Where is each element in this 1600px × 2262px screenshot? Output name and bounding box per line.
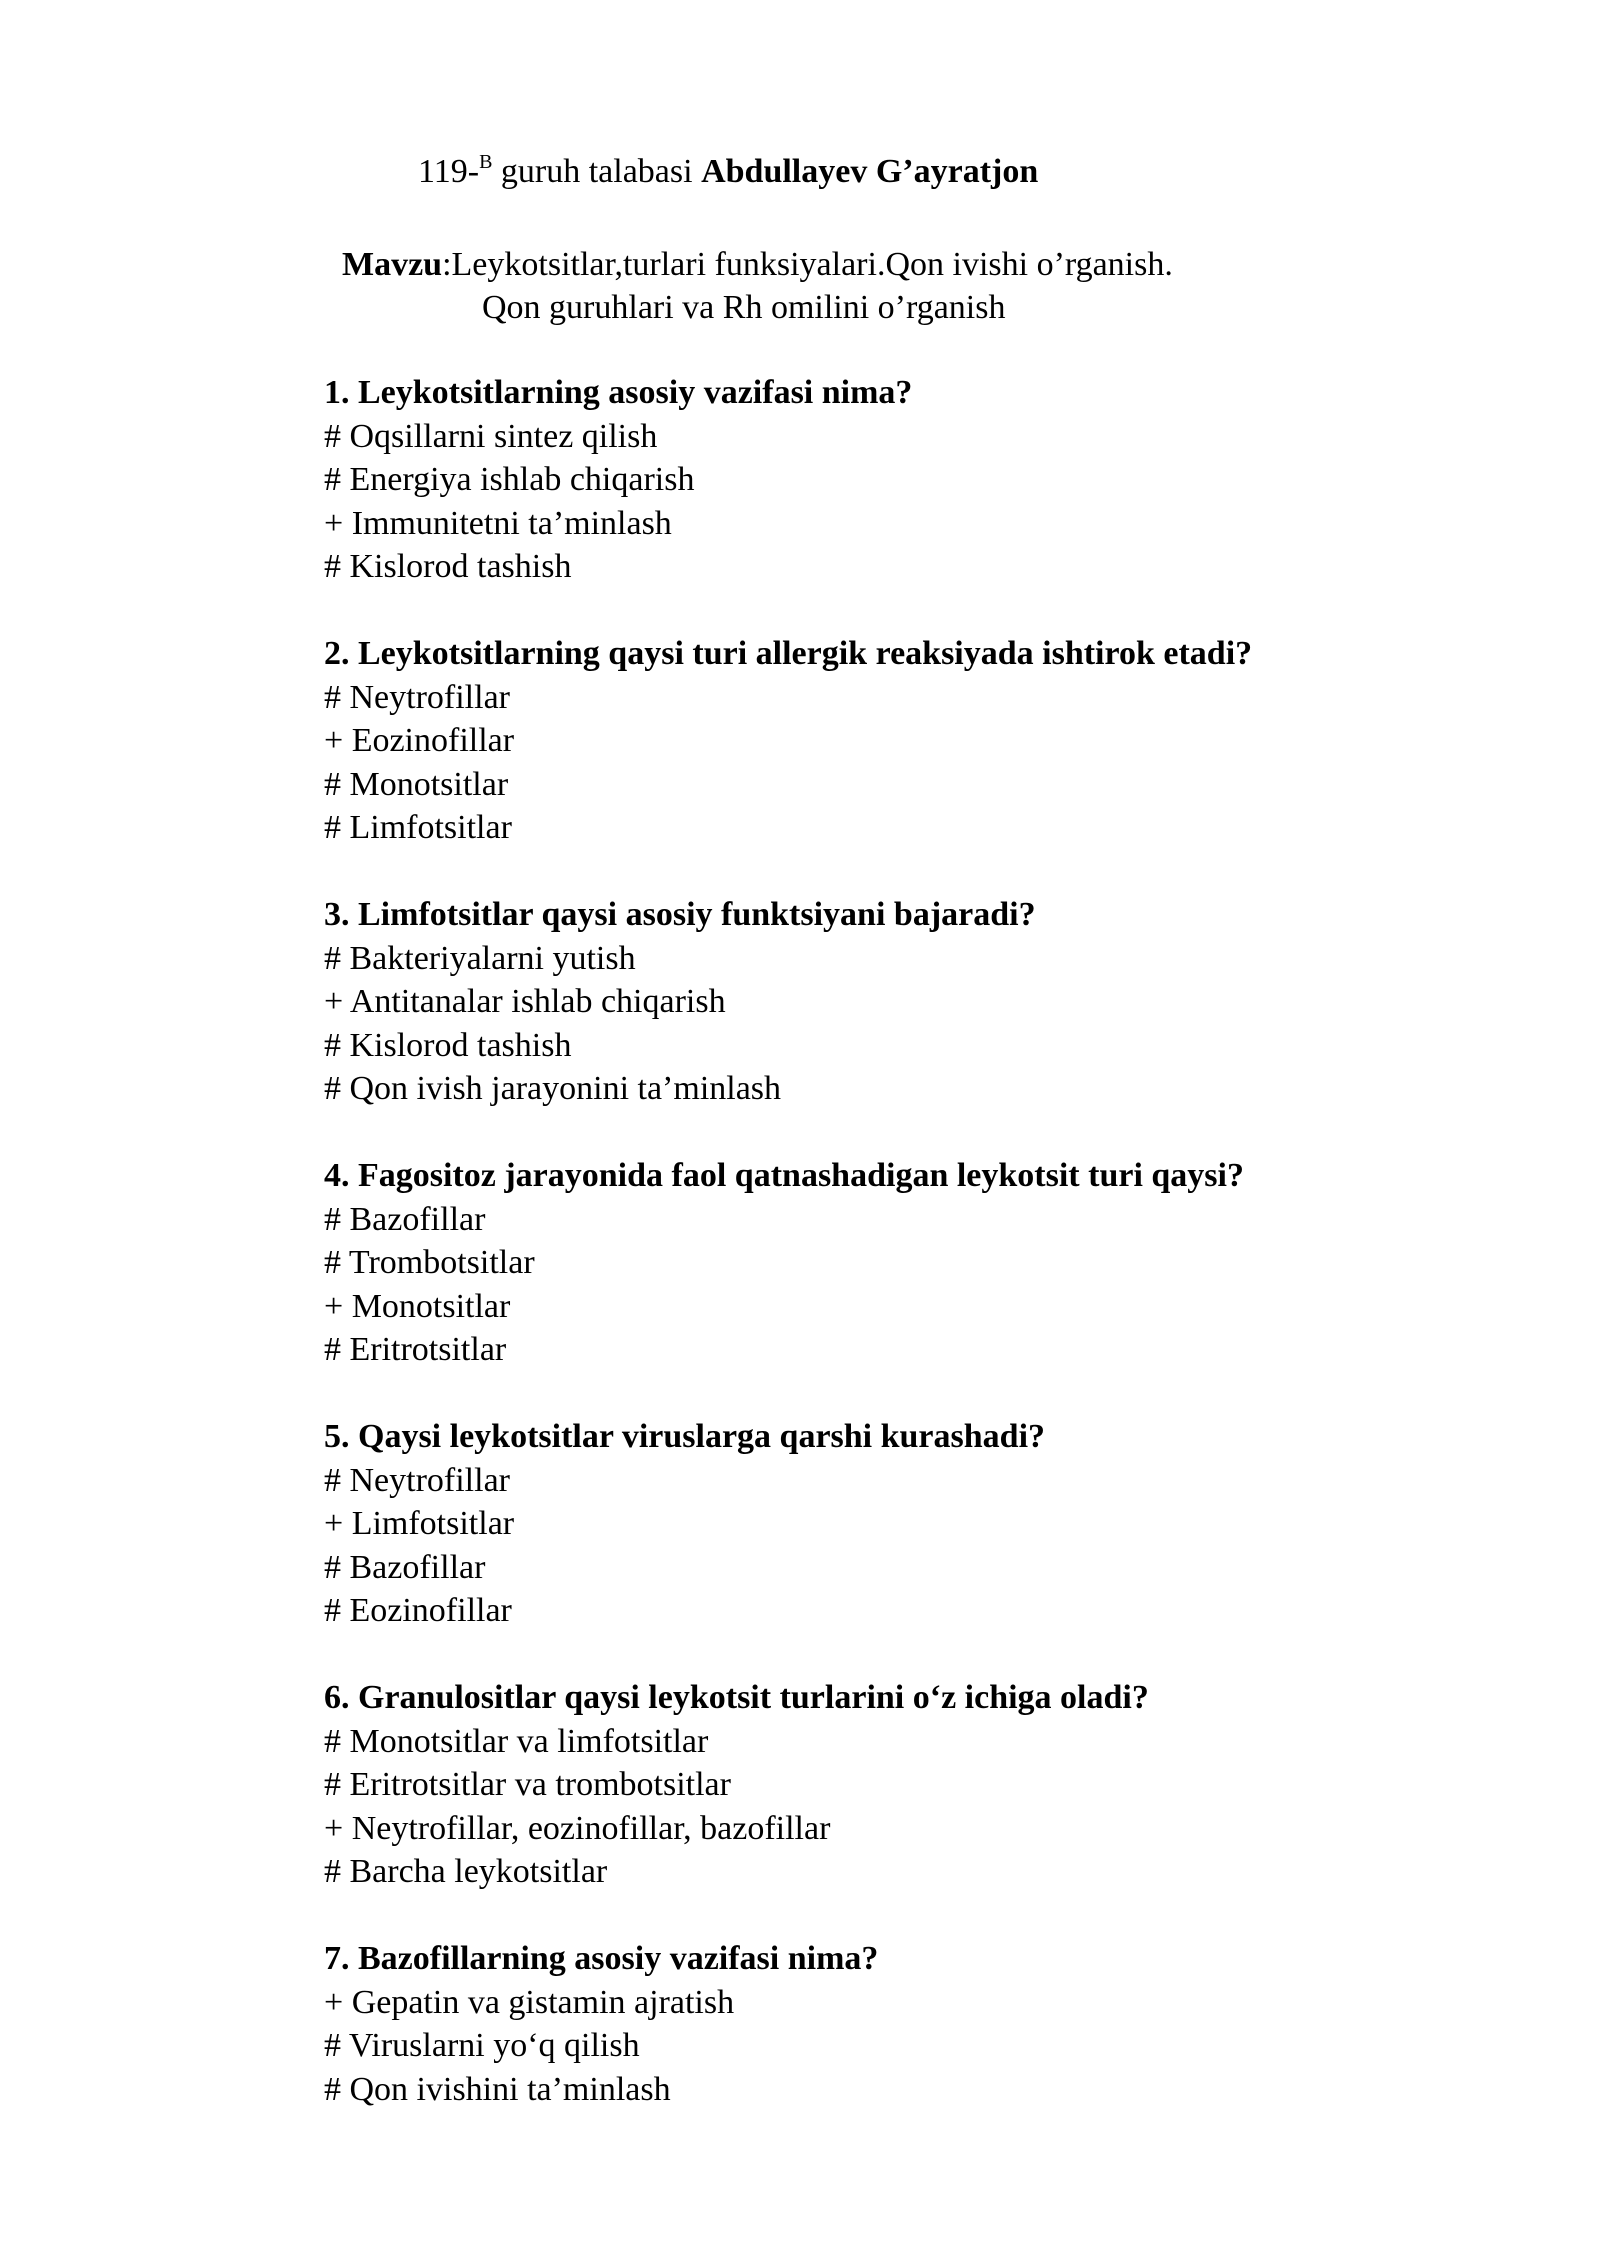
answer-option <box>324 2024 1524 2068</box>
student-name: Abdullayev G’ayratjon <box>701 153 1039 190</box>
correct-answer-option <box>324 1502 1524 1546</box>
topic-text-2: Qon guruhlari va Rh omilini o’rganish <box>482 289 1006 326</box>
group-suffix: B <box>479 151 493 173</box>
answer-option <box>324 1198 1524 1242</box>
option-text: Eritrotsitlar va trombotsitlar <box>349 1766 731 1803</box>
answer-option <box>324 763 1524 807</box>
hash-marker: # <box>324 765 341 803</box>
topic-line-2 <box>482 286 1005 330</box>
answer-option <box>324 415 1524 459</box>
topic-label: Mavzu <box>342 246 443 283</box>
option-text: Monotsitlar <box>351 1287 511 1325</box>
correct-answer-option <box>324 719 1524 763</box>
plus-marker: + <box>324 1809 344 1847</box>
answer-option <box>324 1763 1524 1807</box>
question-block <box>324 371 1524 632</box>
hash-marker: # <box>324 1200 341 1238</box>
option-text: Kislorod tashish <box>349 548 572 585</box>
option-text: Monotsitlar va limfotsitlar <box>349 1722 709 1760</box>
answer-option <box>324 1024 1524 1068</box>
hash-marker: # <box>324 1592 341 1629</box>
answer-option <box>324 1589 1524 1633</box>
hash-marker: # <box>324 809 341 846</box>
option-text: Oqsillarni sintez qilish <box>349 417 658 455</box>
correct-answer-option <box>324 1807 1524 1851</box>
option-text: Neytrofillar <box>349 678 510 716</box>
question-title: 1. Leykotsitlarning asosiy vazifasi nima? <box>324 374 913 411</box>
correct-answer-option <box>324 1981 1524 2025</box>
question-title: 4. Fagositoz jarayonida faol qatnashadigan leykotsit turi qaysi? <box>324 1157 1244 1194</box>
hash-marker: # <box>324 1026 341 1064</box>
hash-marker: # <box>324 1548 341 1586</box>
option-text: Limfotsitlar <box>349 809 512 846</box>
option-text: Immunitetni ta’minlash <box>351 504 672 542</box>
hash-marker: # <box>324 1461 341 1499</box>
answer-option <box>324 1720 1524 1764</box>
option-text: Eritrotsitlar <box>349 1331 507 1368</box>
plus-marker: + <box>324 983 344 1020</box>
option-text: Bazofillar <box>349 1548 486 1586</box>
answer-option <box>324 2068 1524 2112</box>
hash-marker: # <box>324 1331 341 1368</box>
answer-option <box>324 1850 1524 1894</box>
hash-marker: # <box>324 461 341 498</box>
option-text: Limfotsitlar <box>351 1505 515 1542</box>
answer-option <box>324 1546 1524 1590</box>
hash-marker: # <box>324 1244 341 1281</box>
hash-marker: # <box>324 2027 341 2064</box>
question-title: 2. Leykotsitlarning qaysi turi allergik reaksiyada ishtirok etadi? <box>324 635 1253 672</box>
hash-marker: # <box>324 678 341 716</box>
question-block <box>324 893 1524 1154</box>
plus-marker: + <box>324 1505 344 1542</box>
question-block <box>324 1154 1524 1415</box>
plus-marker: + <box>324 722 344 759</box>
topic-line-1 <box>342 243 1173 287</box>
option-text: Bakteriyalarni yutish <box>349 939 636 977</box>
correct-answer-option <box>324 502 1524 546</box>
question-block <box>324 1676 1524 1937</box>
question-title: 3. Limfotsitlar qaysi asosiy funktsiyani bajaradi? <box>324 896 1036 933</box>
answer-option <box>324 1241 1524 1285</box>
topic-text-1: :Leykotsitlar,turlari funksiyalari.Qon ivishi o’rganish. <box>442 246 1173 283</box>
correct-answer-option <box>324 980 1524 1024</box>
question-title: 5. Qaysi leykotsitlar viruslarga qarshi kurashadi? <box>324 1418 1046 1455</box>
question-title: 7. Bazofillarning asosiy vazifasi nima? <box>324 1940 879 1977</box>
answer-option <box>324 806 1524 850</box>
answer-option <box>324 458 1524 502</box>
option-text: Gepatin va gistamin ajratish <box>351 1983 735 2021</box>
question-list <box>324 371 1524 2198</box>
answer-option <box>324 676 1524 720</box>
answer-option <box>324 545 1524 589</box>
option-text: Eozinofillar <box>351 722 515 759</box>
group-text: guruh talabasi <box>492 153 702 190</box>
hash-marker: # <box>324 1722 341 1760</box>
hash-marker: # <box>324 939 341 977</box>
option-text: Qon ivish jarayonini ta’minlash <box>349 1070 782 1107</box>
question-title: 6. Granulositlar qaysi leykotsit turlarini o‘z ichiga oladi? <box>324 1679 1149 1716</box>
answer-option <box>324 1459 1524 1503</box>
plus-marker: + <box>324 1287 344 1325</box>
option-text: Antitanalar ishlab chiqarish <box>349 983 726 1020</box>
question-block <box>324 632 1524 893</box>
option-text: Neytrofillar, eozinofillar, bazofillar <box>351 1809 831 1847</box>
option-text: Eozinofillar <box>349 1592 512 1629</box>
option-text: Neytrofillar <box>349 1461 510 1499</box>
option-text: Kislorod tashish <box>349 1026 572 1064</box>
option-text: Qon ivishini ta’minlash <box>349 2070 671 2108</box>
hash-marker: # <box>324 1766 341 1803</box>
option-text: Viruslarni yo‘q qilish <box>348 2027 640 2064</box>
answer-option <box>324 1328 1524 1372</box>
student-header <box>418 150 1038 194</box>
option-text: Bazofillar <box>349 1200 486 1238</box>
correct-answer-option <box>324 1285 1524 1329</box>
option-text: Monotsitlar <box>349 765 509 803</box>
option-text: Trombotsitlar <box>348 1244 535 1281</box>
question-block <box>324 1415 1524 1676</box>
hash-marker: # <box>324 417 341 455</box>
option-text: Barcha leykotsitlar <box>349 1853 608 1890</box>
group-number: 119- <box>418 153 480 190</box>
option-text: Energiya ishlab chiqarish <box>349 461 695 498</box>
hash-marker: # <box>324 2070 341 2108</box>
question-block <box>324 1937 1524 2198</box>
plus-marker: + <box>324 504 344 542</box>
hash-marker: # <box>324 548 341 585</box>
plus-marker: + <box>324 1983 344 2021</box>
hash-marker: # <box>324 1070 341 1107</box>
hash-marker: # <box>324 1853 341 1890</box>
answer-option <box>324 937 1524 981</box>
answer-option <box>324 1067 1524 1111</box>
